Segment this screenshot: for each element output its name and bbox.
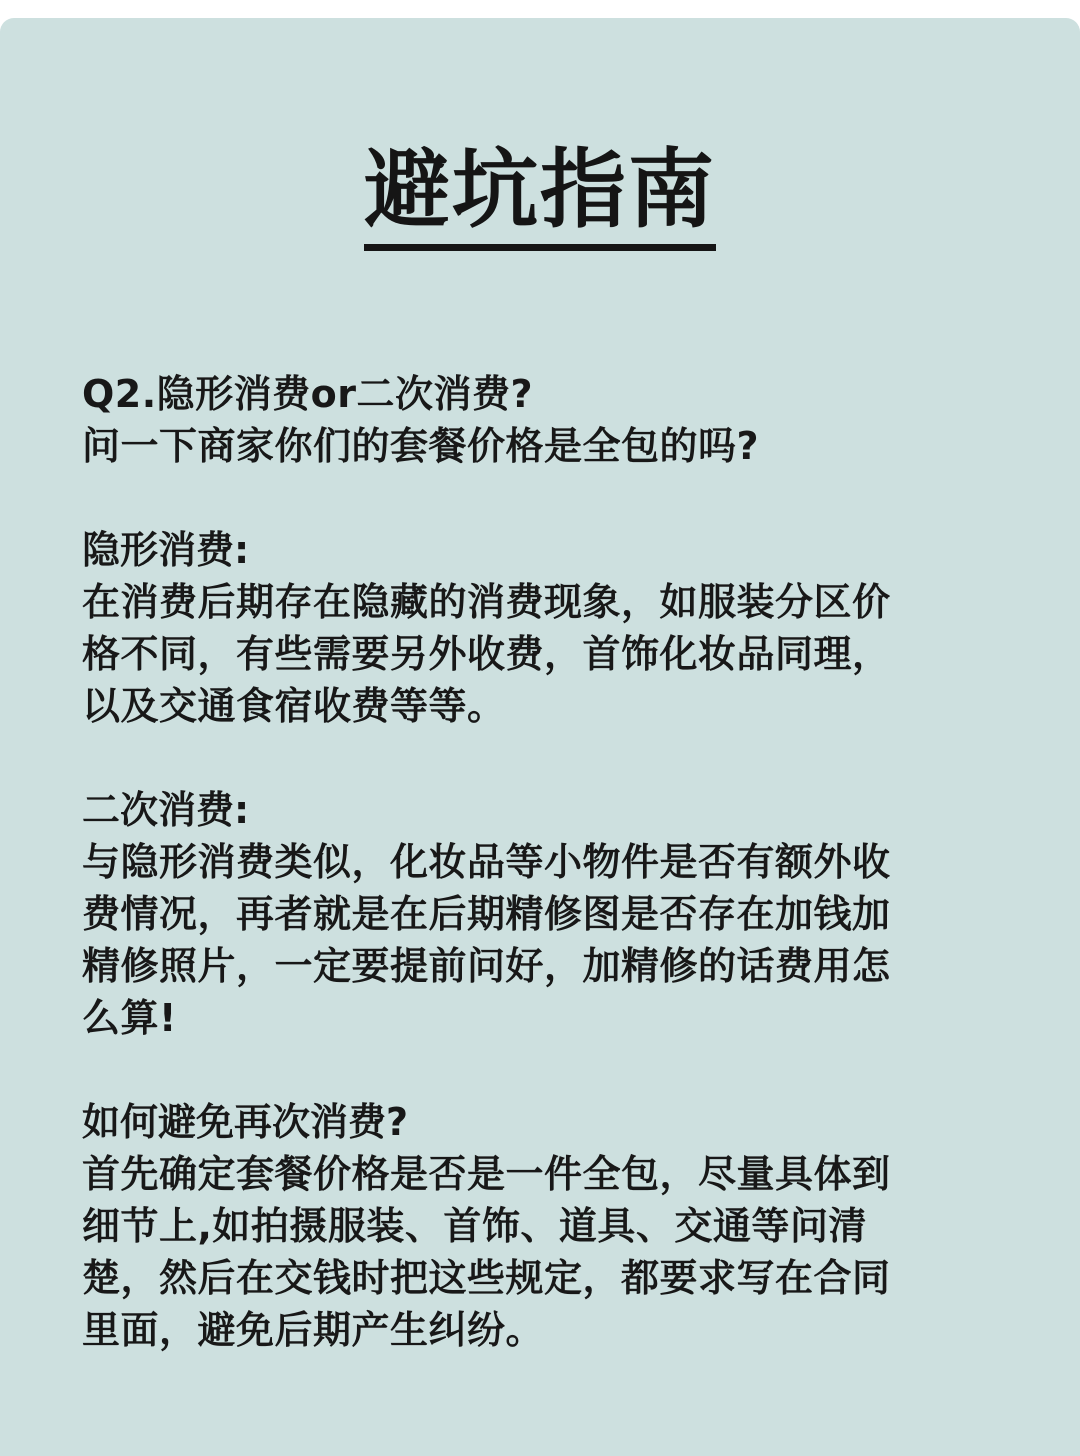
page-title bbox=[0, 140, 1080, 251]
section-line: 细节上,如拍摄服装、首饰、道具、交通等问清 bbox=[82, 1204, 867, 1248]
section-heading: 二次消费: bbox=[82, 788, 250, 832]
section-line: 首先确定套餐价格是否是一件全包，尽量具体到 bbox=[82, 1152, 891, 1196]
section-line: 楚，然后在交钱时把这些规定，都要求写在合同 bbox=[82, 1256, 891, 1300]
section-heading: 隐形消费: bbox=[82, 528, 250, 572]
section-line: 与隐形消费类似，化妆品等小物件是否有额外收 bbox=[82, 840, 891, 884]
section-line: 精修照片，一定要提前问好，加精修的话费用怎 bbox=[82, 944, 891, 988]
spacer bbox=[82, 1044, 1012, 1096]
section-line: 里面，避免后期产生纠纷。 bbox=[82, 1308, 545, 1352]
section-line: 在消费后期存在隐藏的消费现象，如服装分区价 bbox=[82, 580, 891, 624]
section-heading: 如何避免再次消费? bbox=[82, 1100, 409, 1144]
section-line: 费情况，再者就是在后期精修图是否存在加钱加 bbox=[82, 892, 891, 936]
spacer bbox=[82, 732, 1012, 784]
spacer bbox=[82, 472, 1012, 524]
article-body bbox=[82, 368, 1012, 1356]
section-hidden-costs bbox=[82, 524, 1012, 732]
question-line: Q2.隐形消费or二次消费? bbox=[82, 372, 534, 416]
section-avoid-costs bbox=[82, 1096, 1012, 1356]
section-line: 么算! bbox=[82, 996, 177, 1040]
section-secondary-costs bbox=[82, 784, 1012, 1044]
page-title-text: 避坑指南 bbox=[364, 140, 716, 251]
section-line: 格不同，有些需要另外收费，首饰化妆品同理， bbox=[82, 632, 891, 676]
question-block bbox=[82, 368, 1012, 472]
content-card bbox=[0, 18, 1080, 1456]
question-line: 问一下商家你们的套餐价格是全包的吗? bbox=[82, 424, 760, 468]
section-line: 以及交通食宿收费等等。 bbox=[82, 684, 506, 728]
